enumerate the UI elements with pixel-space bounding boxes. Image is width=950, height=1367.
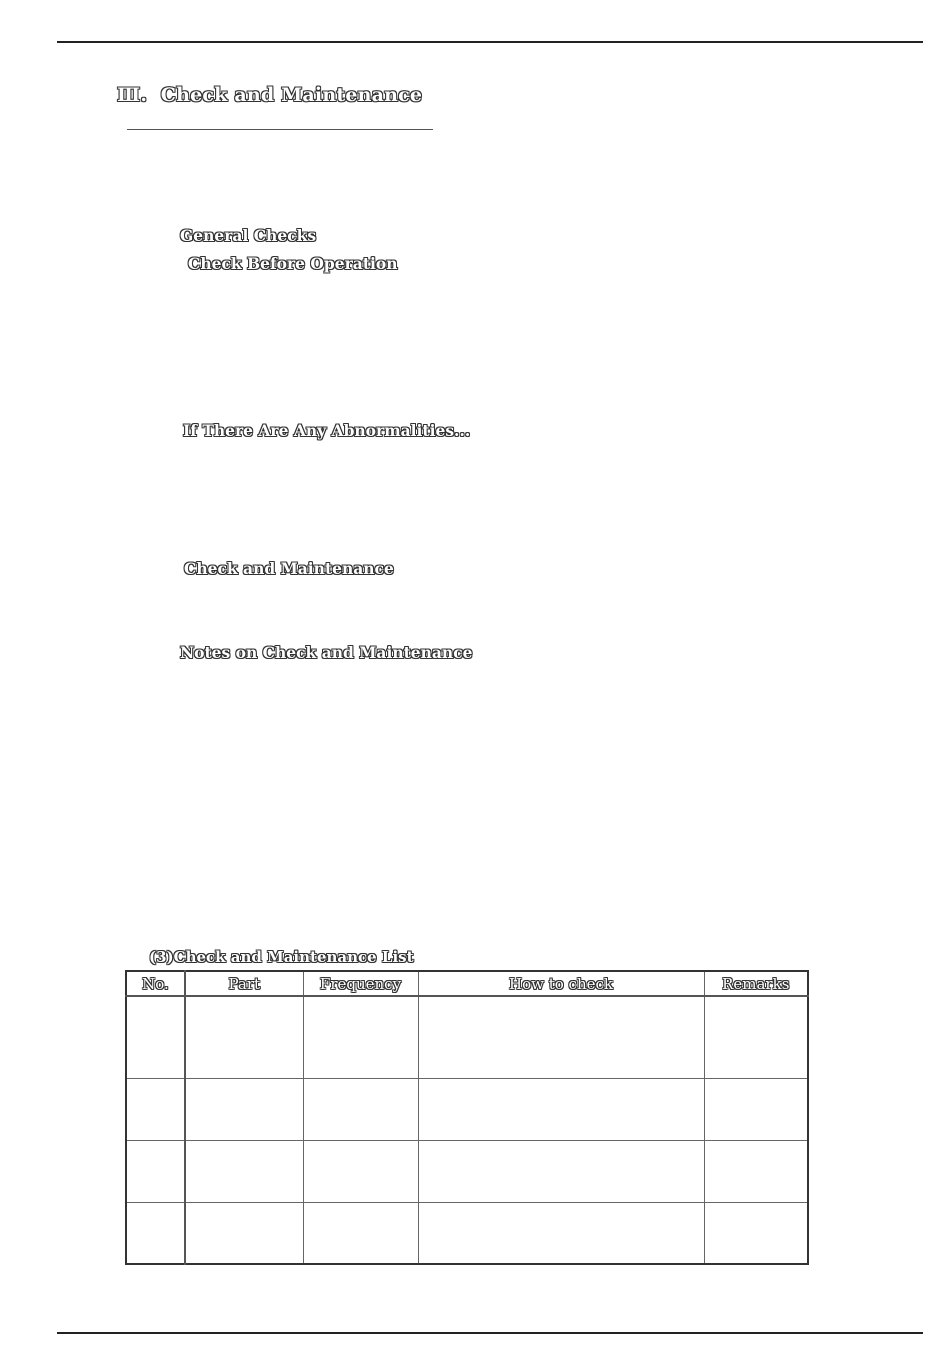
table-cell (126, 1202, 185, 1264)
column-header-how-to-check: How to check (418, 971, 704, 996)
bottom-rule (57, 1332, 923, 1334)
table-row (126, 1140, 808, 1202)
heading-abnormalities: If There Are Any Abnormalities... (183, 421, 471, 440)
heading-notes: Notes on Check and Maintenance (180, 643, 473, 662)
table-cell (185, 1140, 303, 1202)
table-cell (418, 1078, 704, 1140)
table-cell (704, 1202, 808, 1264)
table-cell (185, 996, 303, 1078)
heading-general-checks: General Checks (180, 226, 317, 245)
table-cell (418, 1140, 704, 1202)
table-cell (704, 996, 808, 1078)
table-cell (303, 1140, 418, 1202)
column-header-no: No. (126, 971, 185, 996)
table-caption: (3)Check and Maintenance List (149, 948, 414, 966)
table-cell (418, 996, 704, 1078)
table-cell (126, 996, 185, 1078)
table-row (126, 1078, 808, 1140)
table-header-row (126, 971, 808, 996)
table-cell (126, 1078, 185, 1140)
table-cell (704, 1140, 808, 1202)
table-row (126, 1202, 808, 1264)
maintenance-table (125, 970, 809, 1265)
column-header-frequency: Frequency (303, 971, 418, 996)
table-row (126, 996, 808, 1078)
top-rule (57, 41, 923, 43)
column-header-remarks: Remarks (704, 971, 808, 996)
table-cell (704, 1078, 808, 1140)
table-cell (185, 1202, 303, 1264)
table-cell (126, 1140, 185, 1202)
heading-check-before-operation: Check Before Operation (188, 254, 398, 273)
section-title: Ⅲ. Check and Maintenance (117, 84, 423, 106)
table-cell (418, 1202, 704, 1264)
table-cell (185, 1078, 303, 1140)
column-header-part: Part (185, 971, 303, 996)
table-cell (303, 1078, 418, 1140)
heading-check-and-maintenance: Check and Maintenance (184, 559, 394, 578)
table-cell (303, 996, 418, 1078)
table-cell (303, 1202, 418, 1264)
title-underline (127, 129, 433, 130)
